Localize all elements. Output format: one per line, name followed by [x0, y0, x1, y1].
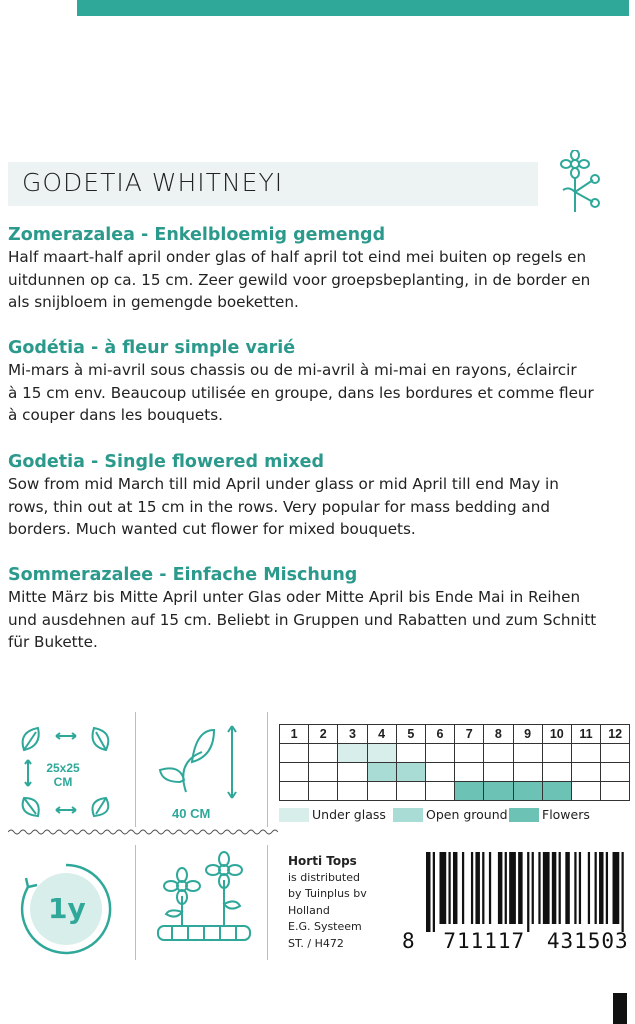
barcode-bar — [574, 852, 576, 924]
barcode-number — [402, 929, 629, 953]
barcode-bar — [475, 852, 479, 924]
section-line: borders. Much wanted cut flower for mixed bouquets. — [8, 520, 416, 538]
barcode-bar — [489, 852, 491, 924]
calendar-cell — [309, 782, 338, 801]
barcode-bar — [453, 852, 457, 924]
month-cell: 6 — [425, 725, 454, 744]
barcode-first-digit: 8 — [402, 929, 416, 953]
calendar-cell — [280, 782, 309, 801]
section-line: à couper dans les bouquets. — [8, 406, 223, 424]
lifecycle-label: 1y — [48, 892, 86, 925]
calendar-cell — [309, 744, 338, 763]
barcode-bar — [471, 852, 473, 924]
seedling-tray-icon — [152, 848, 257, 948]
calendar-cell — [280, 744, 309, 763]
section-line: à 15 cm env. Beaucoup utilisée en groupe, dans les bordures et comme fleur — [8, 383, 594, 402]
month-cell: 9 — [513, 725, 542, 744]
height-label: 40 CM — [172, 806, 211, 821]
legend-open-ground — [393, 807, 508, 822]
section-heading: Godétia - à fleur simple varié — [8, 338, 296, 358]
month-cell: 4 — [367, 725, 396, 744]
calendar-cell — [571, 763, 600, 782]
distributor-line: Holland — [288, 903, 330, 917]
barcode-bar — [552, 852, 556, 924]
barcode-bar — [606, 852, 608, 924]
corner-mark — [613, 993, 627, 1024]
calendar-cell — [542, 782, 571, 801]
barcode-group-right: 431503 — [546, 929, 629, 953]
legend-label: Under glass — [312, 807, 386, 822]
barcode-bar — [588, 852, 590, 924]
month-cell: 5 — [396, 725, 425, 744]
calendar-cell — [484, 782, 513, 801]
distributor-line: ST. / H472 — [288, 936, 344, 950]
legend-under-glass — [279, 807, 386, 822]
sowing-calendar — [279, 724, 630, 801]
height-plant-icon — [152, 722, 252, 804]
barcode-bar — [505, 852, 507, 924]
barcode-bar — [595, 852, 597, 924]
barcode — [424, 852, 628, 932]
barcode-bar — [527, 852, 529, 932]
legend-flowers — [509, 807, 590, 822]
calendar-cell — [455, 782, 484, 801]
calendar-cell — [338, 763, 367, 782]
section-line: Half maart-half april onder glas of half april tot eind mei buiten op regels en — [8, 248, 587, 266]
legend-label: Open ground — [426, 807, 508, 822]
barcode-group-left: 711117 — [443, 929, 526, 953]
section-line: Mitte März bis Mitte April unter Glas oder Mitte April bis Ende Mai in Reihen — [8, 588, 581, 606]
top-accent-bar — [77, 0, 629, 16]
section-english — [8, 451, 630, 541]
calendar-cell — [396, 782, 425, 801]
month-cell: 8 — [484, 725, 513, 744]
legend-swatch — [509, 808, 539, 822]
barcode-bar — [448, 852, 450, 924]
section-line: Sow from mid March till mid April under glass or mid April till end May in — [8, 475, 559, 493]
brand-name: Horti Tops — [288, 854, 357, 868]
legend-label: Flowers — [542, 807, 590, 822]
month-cell: 3 — [338, 725, 367, 744]
section-dutch — [8, 224, 630, 314]
calendar-cell — [367, 744, 396, 763]
section-heading: Sommerazalee - Einfache Mischung — [8, 565, 358, 585]
calendar-cell — [601, 744, 630, 763]
month-cell: 2 — [309, 725, 338, 744]
calendar-row-flowers — [280, 782, 630, 801]
calendar-cell — [513, 763, 542, 782]
barcode-bar — [498, 852, 502, 924]
calendar-cell — [396, 744, 425, 763]
barcode-bar — [439, 852, 446, 924]
section-german — [8, 564, 630, 654]
distributor-line: E.G. Systeem — [288, 920, 362, 933]
section-line: und ausdehnen auf 15 cm. Beliebt in Gruppen und Rabatten und zum Schnitt — [8, 610, 597, 629]
calendar-cell — [601, 763, 630, 782]
barcode-bar — [559, 852, 561, 924]
distributor-info — [288, 853, 367, 952]
wavy-divider — [8, 828, 278, 836]
section-line: Mi-mars à mi-avril sous chassis ou de mi-avril à mi-mai en rayons, éclaircir — [8, 361, 577, 379]
calendar-cell — [484, 763, 513, 782]
barcode-bar — [613, 852, 620, 924]
spacing-unit: CM — [53, 775, 73, 789]
section-heading: Zomerazalea - Enkelbloemig gemengd — [8, 225, 386, 245]
calendar-cell — [425, 744, 454, 763]
legend-swatch — [393, 808, 423, 822]
barcode-bar — [622, 852, 624, 932]
section-line: als snijbloem in gemengde boeketten. — [8, 293, 299, 311]
flower-scissors-icon — [555, 150, 603, 216]
calendar-cell — [513, 782, 542, 801]
barcode-bar — [482, 852, 484, 924]
calendar-cell — [367, 782, 396, 801]
calendar-cell — [338, 744, 367, 763]
calendar-row-under-glass — [280, 744, 630, 763]
spacing-value: 25x25 — [46, 761, 80, 775]
barcode-bar — [543, 852, 550, 924]
month-cell: 7 — [455, 725, 484, 744]
barcode-bar — [518, 852, 522, 924]
calendar-cell — [571, 782, 600, 801]
section-line: uitdunnen op ca. 15 cm. Zeer gewild voor groepsbeplanting, in de border en — [8, 270, 591, 289]
calendar-cell — [484, 744, 513, 763]
calendar-cell — [513, 744, 542, 763]
calendar-cell — [338, 782, 367, 801]
calendar-cell — [571, 744, 600, 763]
calendar-cell — [542, 763, 571, 782]
distributor-line: is distributed — [288, 870, 360, 884]
calendar-cell — [396, 763, 425, 782]
barcode-bar — [509, 852, 516, 924]
calendar-cell — [601, 782, 630, 801]
calendar-cell — [425, 763, 454, 782]
calendar-cell — [309, 763, 338, 782]
calendar-cell — [455, 763, 484, 782]
legend-swatch — [279, 808, 309, 822]
calendar-row-open-ground — [280, 763, 630, 782]
product-title: GODETIA WHITNEYI — [22, 168, 284, 197]
section-heading: Godetia - Single flowered mixed — [8, 452, 325, 472]
calendar-cell — [455, 744, 484, 763]
barcode-bar — [462, 852, 464, 924]
calendar-cell — [542, 744, 571, 763]
barcode-bar — [426, 852, 430, 932]
barcode-bar — [565, 852, 569, 924]
vertical-divider — [135, 712, 136, 827]
month-cell: 12 — [601, 725, 630, 744]
month-cell: 10 — [542, 725, 571, 744]
vertical-divider — [135, 845, 136, 960]
distributor-line: by Tuinplus bv — [288, 887, 367, 900]
barcode-bar — [579, 852, 581, 924]
calendar-cell — [367, 763, 396, 782]
section-line: für Bukette. — [8, 633, 98, 651]
section-french — [8, 337, 630, 427]
calendar-cell — [280, 763, 309, 782]
month-cell: 1 — [280, 725, 309, 744]
spacing-label — [43, 761, 83, 789]
barcode-bar — [599, 852, 603, 924]
section-line: rows, thin out at 15 cm in the rows. Very popular for mass bedding and — [8, 497, 551, 516]
barcode-bar — [433, 852, 435, 932]
barcode-bar — [538, 852, 540, 924]
month-cell: 11 — [571, 725, 600, 744]
barcode-bar — [532, 852, 534, 924]
calendar-cell — [425, 782, 454, 801]
vertical-divider — [267, 712, 268, 827]
vertical-divider — [267, 845, 268, 960]
